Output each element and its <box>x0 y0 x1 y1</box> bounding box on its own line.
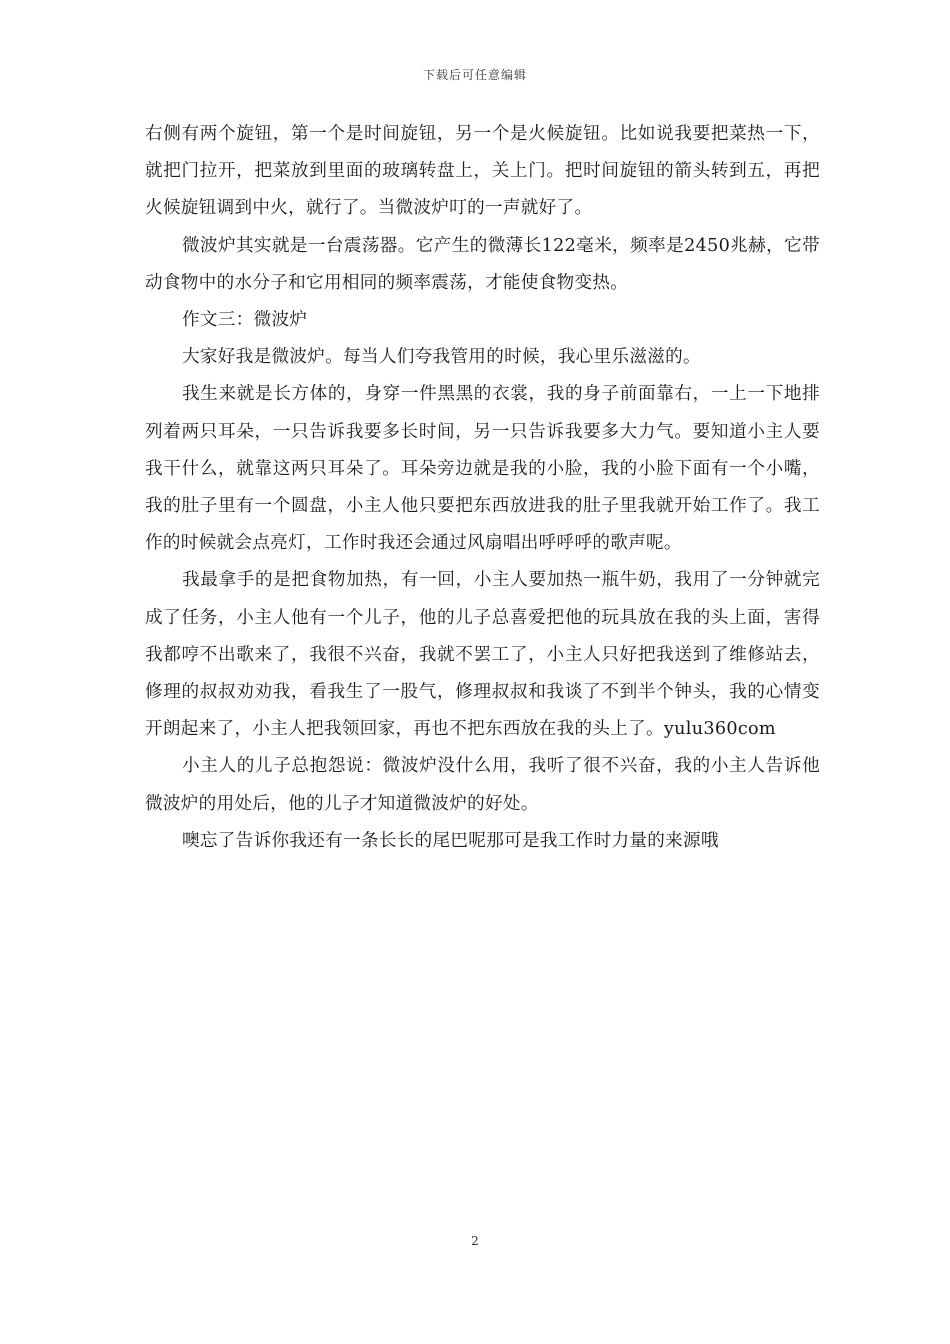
paragraph-1: 右侧有两个旋钮，第一个是时间旋钮，另一个是火候旋钮。比如说我要把菜热一下，就把门拉开，把菜放到里面的玻璃转盘上，关上门。把时间旋钮的箭头转到五，再把火候旋钮调到中火，就行了。当微波炉叮的一声就好了。 <box>145 124 820 219</box>
document-body <box>145 116 820 860</box>
paragraph-7: 噢忘了告诉你我还有一条长长的尾巴呢那可是我工作时力量的来源哦 <box>182 830 719 851</box>
paragraph-5: 我最拿手的是把食物加热，有一回，小主人要加热一瓶牛奶，我用了一分钟就完成了任务，小主人他有一个儿子，他的儿子总喜爱把他的玩具放在我的头上面，害得我都哼不出歌来了，我很不兴奋，我就不罢工了，小主人只好把我送到了维修站去，修理的叔叔劝劝我，看我生了一股气，修理叔叔和我谈了不到半个钟头，我的心情变开朗起来了，小主人把我领回家，再也不把东西放在我的头上了。yulu360com <box>145 570 820 740</box>
paragraph-4: 我生来就是长方体的，身穿一件黑黑的衣裳，我的身子前面靠右，一上一下地排列着两只耳朵，一只告诉我要多长时间，另一只告诉我要多大力气。要知道小主人要我干什么，就靠这两只耳朵了。耳朵旁边就是我的小脸，我的小脸下面有一个小嘴，我的肚子里有一个圆盘，小主人他只要把东西放进我的肚子里我就开始工作了。我工作的时候就会点亮灯，工作时我还会通过风扇唱出呼呼呼的歌声呢。 <box>145 384 820 554</box>
paragraph-3: 大家好我是微波炉。每当人们夸我管用的时候，我心里乐滋滋的。 <box>182 347 701 368</box>
page-number: 2 <box>471 1234 479 1248</box>
section-title: 作文三：微波炉 <box>182 310 308 331</box>
paragraph-2: 微波炉其实就是一台震荡器。它产生的微薄长122毫米，频率是2450兆赫，它带动食物中的水分子和它用相同的频率震荡，才能使食物变热。 <box>145 235 820 293</box>
page-header: 下载后可任意编辑 <box>422 68 527 82</box>
paragraph-6: 小主人的儿子总抱怨说：微波炉没什么用，我听了很不兴奋，我的小主人告诉他微波炉的用处后，他的儿子才知道微波炉的好处。 <box>145 756 820 814</box>
